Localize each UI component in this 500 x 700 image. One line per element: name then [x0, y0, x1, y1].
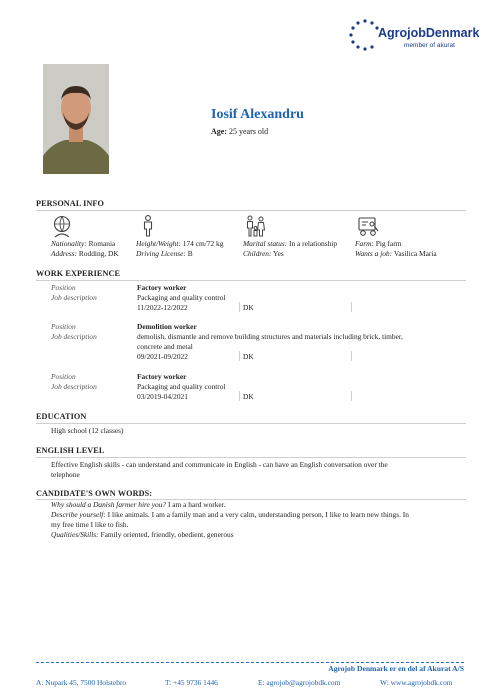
person-height-icon [136, 214, 160, 238]
qualities-skills: Qualities/Skills: Family oriented, friendly, obedient, generous [51, 530, 234, 539]
job-position: Demolition worker [137, 322, 197, 331]
divider [36, 280, 466, 281]
position-label: Position [51, 283, 76, 292]
footer-email[interactable]: E: agrojob@agrojobdk.com [258, 678, 341, 687]
column-separator [351, 351, 352, 361]
job-country: DK [243, 303, 254, 312]
position-label: Position [51, 372, 76, 381]
job-description: demolish, dismantle and remove building structures and materials including brick, timber, [137, 332, 403, 341]
marital-children: Marital status: In a relationship Children: Yes [243, 239, 338, 258]
job-country: DK [243, 392, 254, 401]
english-level-text-continued: telephone [51, 470, 80, 479]
footer-address: A: Nupark 45, 7500 Holstebro [36, 678, 127, 687]
job-dates: 09/2021-09/2022 [137, 352, 188, 361]
candidate-age [211, 127, 268, 136]
height-license: Height/Weight: 174 cm/72 kg Driving License: B [136, 239, 224, 258]
english-level-heading: ENGLISH LEVEL [36, 446, 105, 455]
candidate-photo [43, 64, 109, 174]
age-label: Age: [211, 127, 227, 136]
personal-info-heading: PERSONAL INFO [36, 199, 104, 208]
describe-yourself-answer: Describe yourself: I like animals. I am a family man and a very calm, understanding person, I like to learn new things. In [51, 510, 409, 519]
job-position: Factory worker [137, 283, 187, 292]
divider [36, 423, 466, 424]
education-heading: EDUCATION [36, 412, 87, 421]
age-value: 25 years old [229, 127, 269, 136]
own-words-heading: CANDIDATE'S OWN WORDS: [36, 489, 153, 498]
education-text: High school (12 classes) [51, 426, 124, 435]
stars-ring-icon [348, 18, 382, 52]
column-separator [239, 302, 240, 312]
farm-wants-job: Farm: Pig farm Wants a job: Vasilica Maria [355, 239, 437, 258]
nationality-address: Nationality: Romania Address: Rodding, DK [51, 239, 119, 258]
footer-phone[interactable]: T: +45 9736 1446 [165, 678, 218, 687]
logo-name: AgrojobDenmark [378, 26, 480, 40]
farm-machine-icon [356, 214, 380, 238]
column-separator [351, 391, 352, 401]
column-separator [239, 391, 240, 401]
job-position: Factory worker [137, 372, 187, 381]
job-description-continued: concrete and metal [137, 342, 193, 351]
globe-person-icon [50, 214, 74, 238]
column-separator [351, 302, 352, 312]
job-description-label: Job description [51, 293, 97, 302]
footer-website[interactable]: W: www.agrojobdk.com [380, 678, 453, 687]
job-description-label: Job description [51, 382, 97, 391]
position-label: Position [51, 322, 76, 331]
job-description: Packaging and quality control [137, 293, 226, 302]
column-separator [239, 351, 240, 361]
footer-brand: Agrojob Denmark er en del af Akurat A/S [328, 664, 464, 673]
job-dates: 03/2019-04/2021 [137, 392, 188, 401]
divider [36, 457, 466, 458]
logo-subtitle: member of akurat [404, 42, 455, 49]
why-hire-answer: Why should a Danish farmer hire you? I am a hard worker. [51, 500, 226, 509]
candidate-name: Iosif Alexandru [211, 107, 304, 122]
couple-child-icon [244, 214, 268, 238]
job-country: DK [243, 352, 254, 361]
divider [36, 210, 466, 211]
footer-divider [36, 662, 464, 663]
job-description-label: Job description [51, 332, 97, 341]
job-dates: 11/2022-12/2022 [137, 303, 188, 312]
company-logo [348, 18, 480, 62]
describe-yourself-continued: my free time I like to fish. [51, 520, 129, 529]
job-description: Packaging and quality control [137, 382, 226, 391]
work-experience-heading: WORK EXPERIENCE [36, 269, 121, 278]
english-level-text: Effective English skills - can understand and communicate in English - can have an English conversation over the [51, 460, 388, 469]
